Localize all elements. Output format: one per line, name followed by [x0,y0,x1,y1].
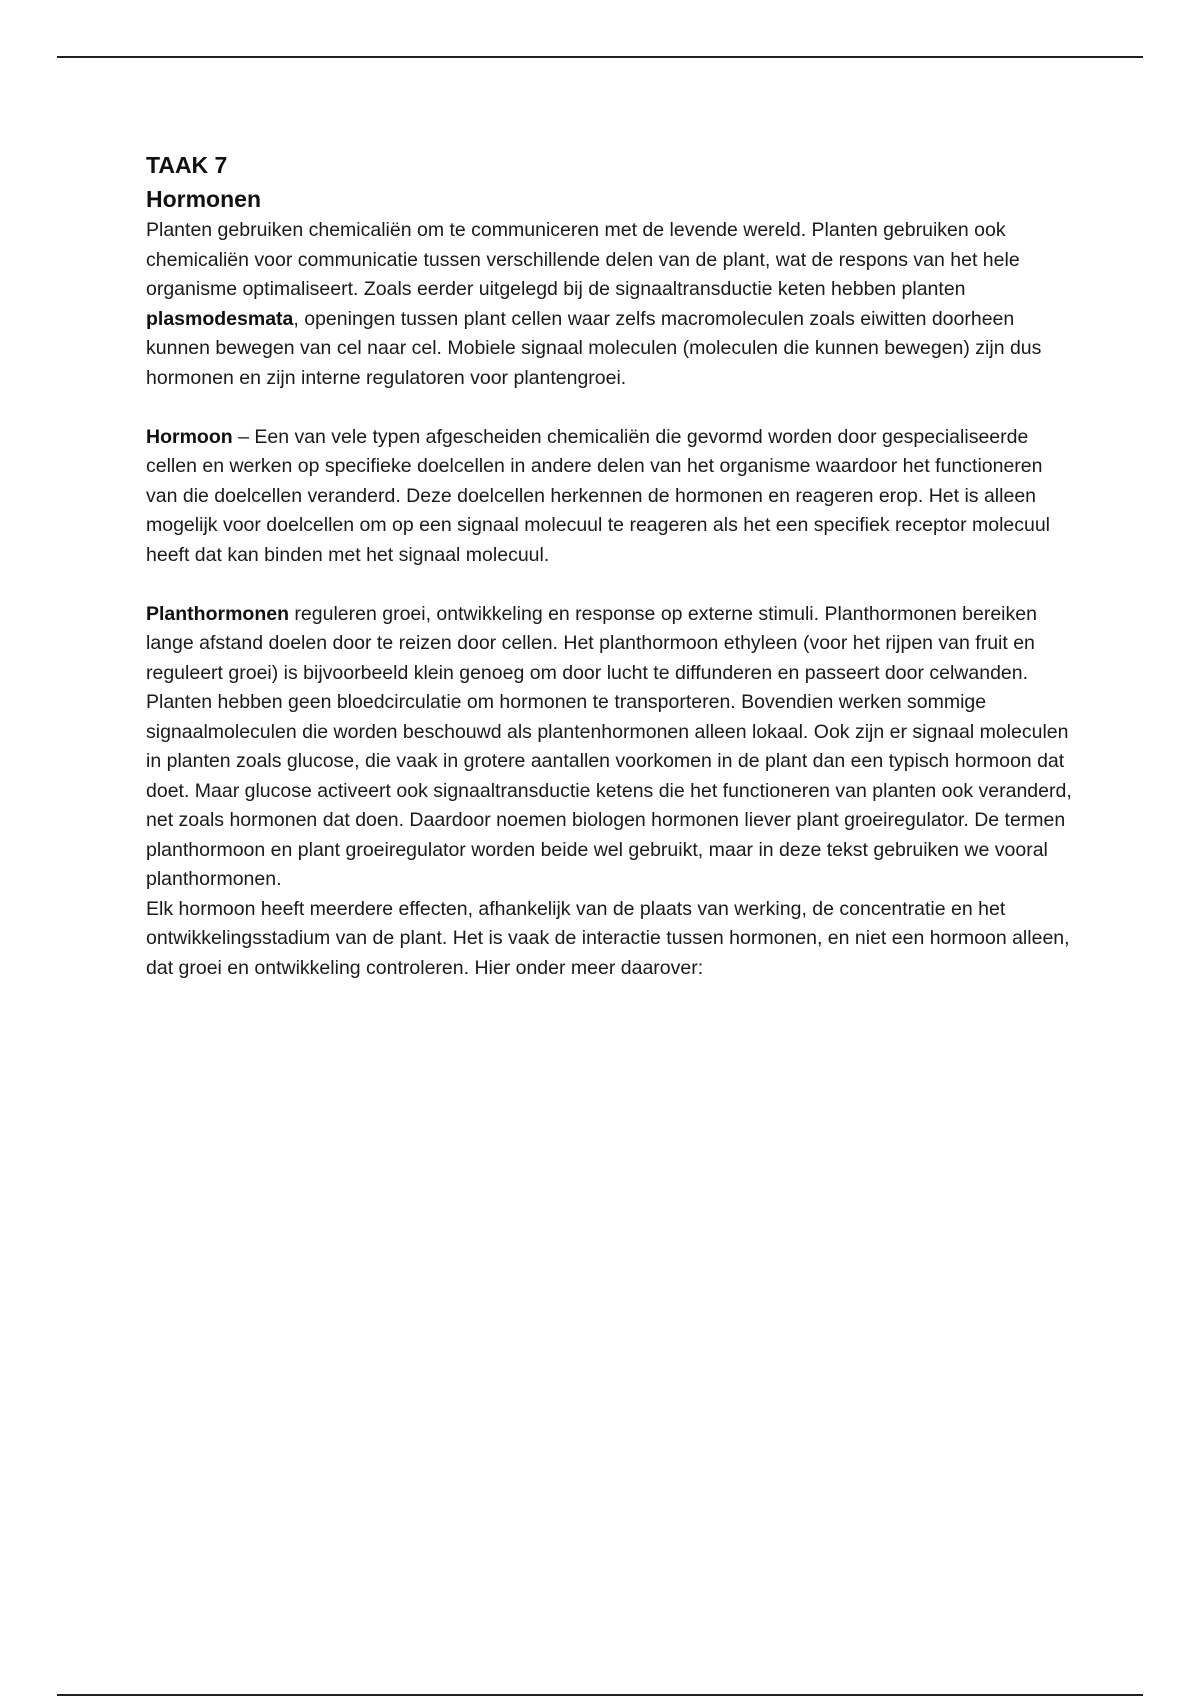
intro-text-start: Planten gebruiken chemicaliën om te communiceren met de levende wereld. Planten gebruiken ook chemicaliën voor communicatie tussen verschillende delen van de plant, wat de respons van het hele organisme optimaliseert. Zoals eerder uitgelegd bij de signaaltransductie keten hebben planten [146,219,1020,300]
plant-hormones-term: Planthormonen [146,602,290,625]
document-title: TAAK 7 [146,152,228,178]
document-subtitle: Hormonen [146,186,261,212]
document-body [146,148,1076,983]
paragraph-gap [146,570,1076,600]
plant-hormones-paragraph [146,600,1076,689]
header-rule [57,56,1143,58]
circulation-paragraph: Planten hebben geen bloedcirculatie om hormonen te transporteren. Bovendien werken sommige signaalmoleculen die worden beschouwd als plantenhormonen alleen lokaal. Ook zijn er signaal moleculen in planten zoals glucose, die vaak in grotere aantallen voorkomen in de plant dan een typisch hormoon dat doet. Maar glucose activeert ook signaaltransductie ketens die het functioneren van planten ook veranderd, net zoals hormonen dat doen. Daardoor noemen biologen hormonen liever plant groeiregulator. De termen planthormoon en plant groeiregulator worden beide wel gebruikt, maar in deze tekst gebruiken we vooral planthormonen. [146,691,1072,890]
paragraph-gap [146,393,1076,423]
intro-bold-term: plasmodesmata [146,307,294,330]
definition-text: – Een van vele typen afgescheiden chemicaliën die gevormd worden door gespecialiseerde cellen en werken op specifieke doelcellen in andere delen van het organisme waardoor het functioneren van die doelcellen veranderd. Deze doelcellen herkennen de hormonen en reageren erop. Het is alleen mogelijk voor doelcellen om op een signaal molecuul te reageren als het een specifiek receptor molecuul heeft dat kan binden met het signaal molecuul. [146,425,1051,566]
intro-paragraph [146,216,1076,393]
intro-text-end: , openingen tussen plant cellen waar zelfs macromoleculen zoals eiwitten doorheen kunnen bewegen van cel naar cel. Mobiele signaal moleculen (moleculen die kunnen bewegen) zijn dus hormonen en zijn interne regulatoren voor plantengroei. [146,307,1042,389]
effects-paragraph: Elk hormoon heeft meerdere effecten, afhankelijk van de plaats van werking, de concentratie en het ontwikkelingsstadium van de plant. Het is vaak de interactie tussen hormonen, en niet een hormoon alleen, dat groei en ontwikkeling controleren. Hier onder meer daarover: [146,897,1070,979]
footer-rule [57,1694,1143,1696]
definition-paragraph [146,423,1076,571]
plant-hormones-text: reguleren groei, ontwikkeling en response op externe stimuli. Planthormonen bereiken lange afstand doelen door te reizen door cellen. Het planthormoon ethyleen (voor het rijpen van fruit en reguleert groei) is bijvoorbeeld klein genoeg om door lucht te diffunderen en passeert door celwanden. [146,602,1037,684]
definition-term: Hormoon [146,425,233,448]
